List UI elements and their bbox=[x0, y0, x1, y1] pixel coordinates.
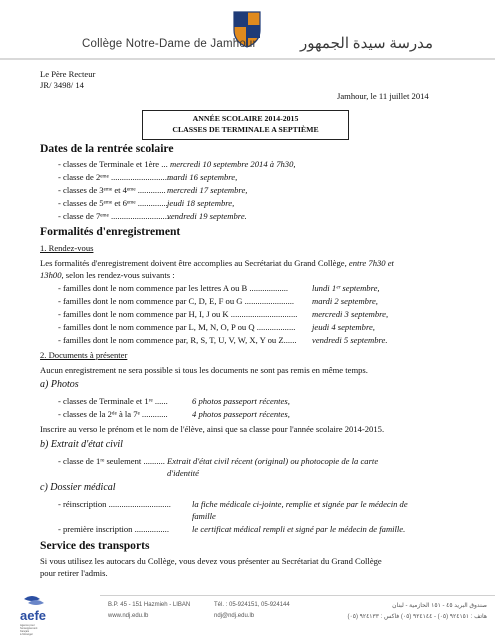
aefe-logo-text: aefe bbox=[20, 608, 47, 623]
transports-text-2: pour retirer l'admis. bbox=[40, 568, 108, 578]
footer-address: B.P. 45 - 151 Hazmieh - LIBAN bbox=[108, 602, 191, 608]
footer-address-ar: صندوق البريد ٤٥ - ١٥١ الحازمية - لبنان bbox=[392, 603, 487, 609]
photos-value-2: 4 photos passeport récentes, bbox=[192, 409, 290, 419]
family-label-2: - familles dont le nom commence par C, D, E, F ou G ....................... bbox=[58, 296, 295, 306]
footer-phone: Tél. : 05-924151, 05-924144 bbox=[214, 602, 290, 608]
etat-civil-value-2: d'identité bbox=[167, 468, 199, 478]
family-date-3: mercredi 3 septembre, bbox=[312, 309, 389, 319]
etat-civil-label: - classe de 1ʳᵉ seulement .......... bbox=[58, 456, 165, 466]
footer-email[interactable]: ndj@ndj.edu.lb bbox=[214, 613, 255, 619]
reinscription-value-1: la fiche médicale ci-jointe, remplie et signée par le médecin de bbox=[192, 499, 408, 509]
rentree-label-1: - classes de Terminale et 1ère ... bbox=[58, 159, 168, 169]
rentree-date-1: mercredi 10 septembre 2014 à 7h30, bbox=[170, 159, 296, 169]
photos-value-1: 6 photos passeport récentes, bbox=[192, 396, 290, 406]
rentree-date-4: jeudi 18 septembre, bbox=[167, 198, 235, 208]
letter-date: Jamhour, le 11 juillet 2014 bbox=[337, 91, 429, 101]
subheading-dossier-medical: c) Dossier médical bbox=[40, 482, 116, 493]
heading-transports: Service des transports bbox=[40, 539, 150, 552]
title-line-1: ANNÉE SCOLAIRE 2014-2015 bbox=[192, 114, 299, 123]
family-date-5: vendredi 5 septembre. bbox=[312, 335, 388, 345]
subheading-rendez-vous: 1. Rendez-vous bbox=[40, 243, 94, 253]
intro-text-end: , selon les rendez-vous suivants : bbox=[61, 270, 175, 280]
title-line-2: CLASSES DE TERMINALE A SEPTIÈME bbox=[172, 125, 319, 134]
svg-text:Agence pour: Agence pour bbox=[20, 624, 35, 627]
school-name-ar: مدرسة سيدة الجمهور bbox=[300, 36, 434, 52]
footer-phone-ar: هاتف : ٩٢٤١٥١ (٠٥) - ٩٢٤١٤٤ (٠٥) فاكس : ٩٢٤١٣٣ (٠٥) bbox=[347, 614, 487, 620]
family-label-1: - familles dont le nom commence par les lettres A ou B .................. bbox=[58, 283, 289, 293]
family-label-4: - familles dont le nom commence par L, M, N, O, P ou Q .................. bbox=[58, 322, 296, 332]
svg-text:l'enseignement: l'enseignement bbox=[20, 627, 38, 630]
footer-website[interactable]: www.ndj.edu.lb bbox=[108, 613, 149, 619]
heading-dates-rentree: Dates de la rentrée scolaire bbox=[40, 142, 174, 155]
family-date-2: mardi 2 septembre, bbox=[312, 296, 378, 306]
rentree-date-5: vendredi 19 septembre. bbox=[167, 211, 247, 221]
header-divider bbox=[0, 58, 495, 60]
rentree-label-3: - classes de 3ᵉᵐᵉ et 4ᵉᵐᵉ ............. bbox=[58, 185, 166, 195]
photos-label-2: - classes de la 2ᵈᵉ à la 7ᵉ ............ bbox=[58, 409, 168, 419]
heading-formalites: Formalités d'enregistrement bbox=[40, 225, 181, 238]
school-name-fr: Collège Notre-Dame de Jamhour bbox=[82, 38, 257, 50]
rentree-label-4: - classes de 5ᵉᵐᵉ et 6ᵉᵐᵉ .............. bbox=[58, 198, 168, 208]
photos-note: Inscrire au verso le prénom et le nom de l'élève, ainsi que sa classe pour l'année scolaire 2014-2015. bbox=[40, 424, 385, 434]
transports-text-1: Si vous utilisez les autocars du Collège, vous devez vous présenter au Secrétariat du Grand Collège bbox=[40, 556, 382, 566]
family-label-3: - familles dont le nom commence par H, I, J ou K ............................... bbox=[58, 309, 298, 319]
family-date-4: jeudi 4 septembre, bbox=[312, 322, 375, 332]
documents-intro: Aucun enregistrement ne sera possible si tous les documents ne sont pas remis en même temps. bbox=[40, 365, 368, 375]
subheading-etat-civil: b) Extrait d'état civil bbox=[40, 439, 123, 450]
premiere-inscription-label: - première inscription ................ bbox=[58, 524, 169, 534]
intro-text: Les formalités d'enregistrement doivent être accomplies au Secrétariat du Grand Collège, bbox=[40, 258, 349, 268]
sender-title: Le Père Recteur bbox=[40, 69, 96, 79]
rentree-date-3: mercredi 17 septembre, bbox=[167, 185, 248, 195]
sender-reference: JR/ 3498/ 14 bbox=[40, 80, 84, 90]
intro-hours-start: entre 7h30 et bbox=[348, 258, 394, 268]
etat-civil-value-1: Extrait d'état civil récent (original) ou photocopie de la carte bbox=[167, 456, 379, 466]
subheading-photos: a) Photos bbox=[40, 379, 79, 390]
premiere-inscription-value: le certificat médical rempli et signé par le médecin de famille. bbox=[192, 524, 406, 534]
rentree-label-2: - classe de 2ᵉᵐᵉ ............................ bbox=[58, 172, 172, 182]
svg-text:français: français bbox=[20, 630, 30, 633]
rendez-vous-intro-line-1 bbox=[40, 258, 394, 269]
rendez-vous-intro-line-2 bbox=[40, 270, 175, 281]
photos-label-1: - classes de Terminale et 1ʳᵉ ...... bbox=[58, 396, 168, 406]
rentree-date-2: mardi 16 septembre, bbox=[167, 172, 238, 182]
reinscription-value-2: famille bbox=[192, 511, 216, 521]
intro-hours-end: 13h00 bbox=[40, 270, 62, 280]
reinscription-label: - réinscription ............................. bbox=[58, 499, 171, 509]
footer-divider bbox=[100, 595, 495, 596]
svg-text:à l'étranger: à l'étranger bbox=[20, 633, 33, 636]
family-label-5: - familles dont le nom commence par, R, S, T, U, V, W, X, Y ou Z...... bbox=[58, 335, 297, 345]
aefe-logo bbox=[14, 593, 64, 637]
family-date-1: lundi 1ᵉʳ septembre, bbox=[312, 283, 380, 293]
title-box bbox=[142, 110, 349, 140]
subheading-documents: 2. Documents à présenter bbox=[40, 350, 128, 360]
rentree-label-5: - classe de 7ᵉᵐᵉ ............................ bbox=[58, 211, 172, 221]
